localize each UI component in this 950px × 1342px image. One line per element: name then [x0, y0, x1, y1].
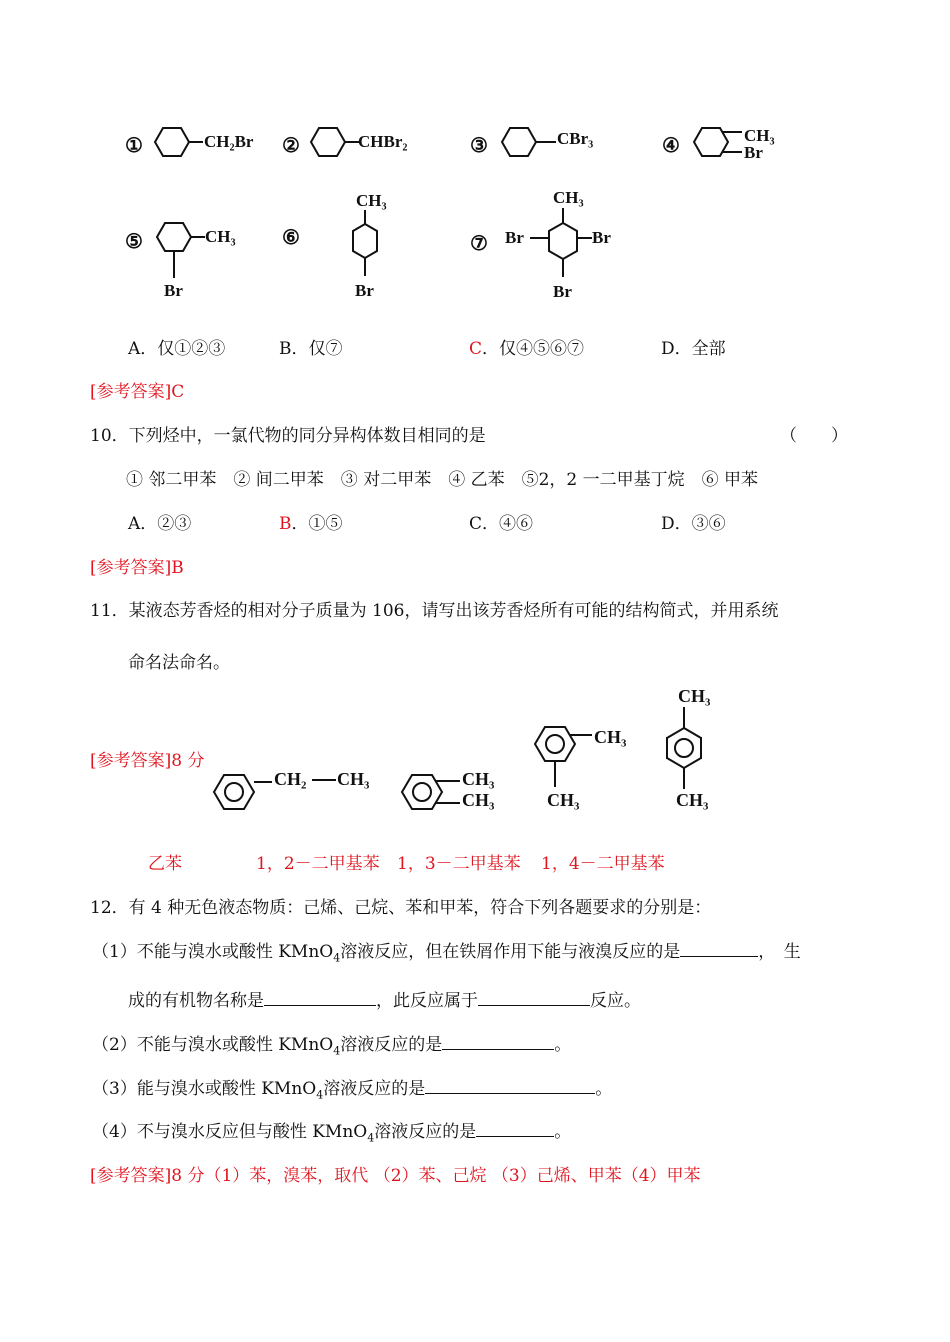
q12-text: ，此反应属于: [376, 991, 478, 1011]
q9-option-a: A．仅①②③: [128, 339, 226, 359]
q10-option-b: [279, 509, 343, 534]
q12-answer: [参考答案]8 分（1）苯，溴苯，取代 （2）苯、己烷 （3）己烯、甲苯（4）甲苯: [90, 1166, 701, 1186]
q11-stem-line1: 11．某液态芳香烃的相对分子质量为 106，请写出该芳香烃所有可能的结构简式，并用系统: [90, 601, 779, 621]
q9-option-c-text: ．仅④⑤⑥⑦: [482, 339, 585, 359]
q9-option-d: D．全部: [661, 339, 726, 359]
struct-label-left: Br: [505, 228, 524, 247]
blank-3[interactable]: [478, 990, 590, 1006]
struct-num: ⑤: [125, 231, 143, 253]
subscript: 4: [367, 1131, 375, 1145]
struct-label: CHBr₂: [358, 132, 408, 151]
subscript: 4: [333, 951, 341, 965]
struct-num: ③: [470, 135, 488, 157]
svg-text:CH₃: CH₃: [337, 769, 370, 789]
blank-2[interactable]: [264, 990, 376, 1006]
struct-label-bottom: Br: [355, 281, 374, 300]
q12-part1-line2: [128, 986, 641, 1011]
structure-3: [470, 128, 593, 157]
struct-label: CH₂Br: [204, 132, 254, 151]
structure-2: [282, 128, 407, 157]
struct-label-top: CH₃: [356, 191, 387, 210]
struct-num: ⑦: [470, 233, 488, 255]
q9-structures: [0, 100, 950, 315]
subscript: 4: [333, 1044, 341, 1058]
q12-text: ， 生: [758, 942, 801, 962]
q12-text: 溶液反应的是: [323, 1079, 426, 1099]
svg-text:CH₃: CH₃: [594, 727, 627, 747]
q10-items: ① 邻二甲苯 ② 间二甲苯 ③ 对二甲苯 ④ 乙苯 ⑤2，2 一二甲基丁烷 ⑥ 甲苯: [126, 470, 759, 490]
q12-text: 溶液反应的是: [374, 1122, 477, 1142]
svg-text:CH₂: CH₂: [274, 769, 307, 789]
q11-structures: [0, 675, 950, 825]
p-xylene-structure: [667, 686, 711, 810]
q10-option-c: C．④⑥: [469, 514, 534, 534]
q12-text: 溶液反应，但在铁屑作用下能与液溴反应的是: [340, 942, 681, 962]
svg-text:CH₃: CH₃: [678, 686, 711, 706]
q9-option-c-letter: C: [469, 339, 483, 359]
structure-6: [282, 191, 387, 300]
q11-name-1: 乙苯: [148, 854, 182, 874]
q10-answer: [参考答案]B: [90, 558, 184, 578]
q12-text: （4）不与溴水反应但与酸性 KMnO: [92, 1122, 368, 1142]
q11-name-4: 1，4－二甲基苯: [541, 854, 665, 874]
structure-5: [125, 223, 236, 300]
q12-text: 成的有机物名称是: [128, 991, 264, 1011]
struct-label-bottom: Br: [164, 281, 183, 300]
q12-stem: 12．有 4 种无色液态物质：己烯、己烷、苯和甲苯，符合下列各题要求的分别是：: [90, 898, 712, 918]
q11-name-2: 1，2－二甲基苯: [256, 854, 380, 874]
struct-label-right: CH₃: [205, 227, 236, 246]
m-xylene-structure: [535, 727, 627, 810]
q9-answer: [参考答案]C: [90, 382, 185, 402]
q12-text: （3）能与溴水或酸性 KMnO: [92, 1079, 317, 1099]
q12-part3: [92, 1074, 612, 1101]
struct-label-top: CH₃: [744, 126, 775, 145]
struct-label: CBr₃: [557, 129, 594, 148]
q11-name-3: 1，3－二甲基苯: [397, 854, 521, 874]
struct-num: ④: [662, 135, 680, 157]
structure-7: [470, 188, 611, 301]
q12-text: （1）不能与溴水或酸性 KMnO: [92, 942, 334, 962]
ethylbenzene-structure: [214, 769, 370, 809]
q12-text: 。: [554, 1035, 572, 1055]
structure-1: [125, 128, 254, 157]
blank-4[interactable]: [442, 1034, 554, 1050]
q12-part4: [92, 1117, 571, 1144]
svg-text:CH₃: CH₃: [676, 790, 709, 810]
struct-num: ②: [282, 135, 300, 157]
q9-option-b: B．仅⑦: [279, 339, 343, 359]
svg-text:CH₃: CH₃: [462, 790, 495, 810]
blank-5[interactable]: [425, 1078, 595, 1094]
q10-option-a: A．②③: [128, 514, 192, 534]
q10-option-b-letter: B: [279, 514, 292, 534]
subscript: 4: [316, 1088, 324, 1102]
q10-answer-paren: （ ）: [780, 426, 848, 446]
blank-6[interactable]: [476, 1121, 554, 1137]
q9-option-c: [469, 334, 584, 359]
struct-label-bottom: Br: [744, 143, 763, 162]
q10-option-b-text: ．①⑤: [291, 514, 343, 534]
o-xylene-structure: [402, 769, 495, 810]
q10-stem: 10．下列烃中，一氯代物的同分异构体数目相同的是: [90, 426, 486, 446]
q11-stem-line2: 命名法命名。: [128, 653, 230, 673]
q12-part2: [92, 1030, 571, 1057]
struct-label-bottom: Br: [553, 282, 572, 301]
q11-answer: [参考答案]8 分: [90, 751, 205, 771]
structure-4: [662, 126, 775, 162]
struct-label-top: CH₃: [553, 188, 584, 207]
q12-text: 。: [595, 1079, 613, 1099]
q10-option-d: D．③⑥: [661, 514, 726, 534]
struct-num: ⑥: [282, 227, 300, 249]
blank-1[interactable]: [680, 941, 758, 957]
q12-text: 。: [554, 1122, 572, 1142]
q12-part1-line1: [92, 937, 801, 964]
q12-text: 溶液反应的是: [340, 1035, 443, 1055]
q12-text: 反应。: [590, 991, 641, 1011]
svg-text:CH₃: CH₃: [462, 769, 495, 789]
q12-text: （2）不能与溴水或酸性 KMnO: [92, 1035, 334, 1055]
struct-label-right: Br: [592, 228, 611, 247]
svg-text:CH₃: CH₃: [547, 790, 580, 810]
struct-num: ①: [125, 135, 143, 157]
